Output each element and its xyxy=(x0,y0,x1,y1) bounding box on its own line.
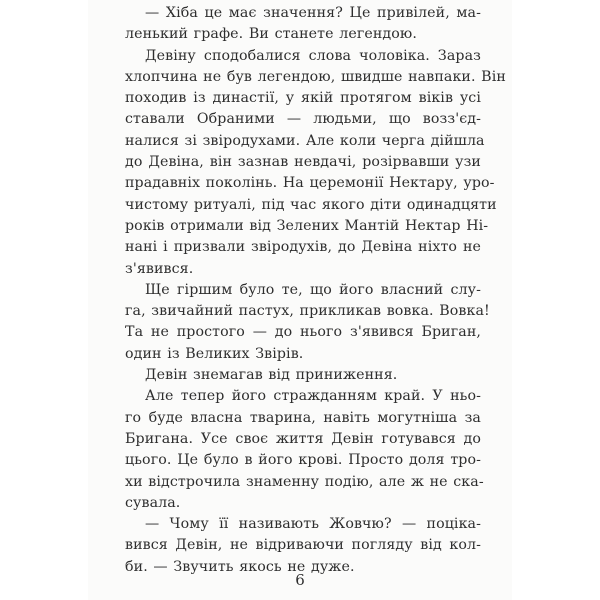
text-line: Девіну сподобалися слова чоловіка. Зараз xyxy=(145,47,481,64)
text-line: прадавніх поколінь. На церемонії Нектару, уро- xyxy=(125,175,495,192)
text-line: налися зі звіродухами. Але коли черга дійшла xyxy=(125,132,485,149)
text-line: га, звичайний пастух, прикликав вовка. Вовка! xyxy=(125,303,490,320)
text-line: цього. Це було в його крові. Просто доля тро- xyxy=(125,452,481,469)
paragraph-5 xyxy=(105,386,484,514)
text-line: — Хіба це має значення? Це привілей, ма- xyxy=(145,5,481,21)
text-line: хлопчина не був легендою, швидше навпаки. Він xyxy=(125,68,506,85)
text-line: років отримали від Зелених Мантій Нектар Ні- xyxy=(125,217,489,234)
text-line: Ще гіршим було те, що його власний слу- xyxy=(145,281,481,298)
text-line: Але тепер його стражданням край. У ньо- xyxy=(145,388,481,405)
text-line: чистому ритуалі, під час якого діти одинадцяти xyxy=(125,196,497,213)
book-page xyxy=(88,0,512,600)
paragraph-3 xyxy=(105,280,490,365)
paragraph-2 xyxy=(105,46,506,280)
text-line: Девін знемагав від приниження. xyxy=(145,367,398,384)
paragraph-4 xyxy=(105,365,481,386)
text-line: ленький графе. Ви станете легендою. xyxy=(125,26,417,43)
text-line: — Чому її називають Жовчю? — поціка- xyxy=(145,516,481,533)
text-line: го буде власна тварина, навіть могутніша за xyxy=(125,409,481,426)
text-line: сувала. xyxy=(125,494,181,511)
text-line: нані і призвали звіродухів, до Девіна ніхто не xyxy=(125,239,481,256)
text-line: вився Девін, не відриваючи погляду від кол- xyxy=(125,537,481,554)
text-line: до Девіна, він зазнав невдачі, розірвавши узи xyxy=(125,154,481,171)
text-line: Бригана. Усе своє життя Девін готувався до xyxy=(125,430,481,447)
paragraph-1 xyxy=(105,3,481,46)
page-text xyxy=(105,3,506,578)
text-line: походив із династії, у якій протягом віків усі xyxy=(125,90,481,107)
text-line: ставали Обраними — людьми, що возз'єд- xyxy=(125,111,481,128)
text-line: один із Великих Звірів. xyxy=(125,345,304,362)
text-line: би. — Звучить якось не дуже. xyxy=(125,558,355,575)
paragraph-6 xyxy=(105,514,481,578)
text-line: хи відстрочила знаменну подію, але ж не ска- xyxy=(125,473,484,490)
text-line: з'явився. xyxy=(125,260,194,277)
page-number: 6 xyxy=(295,571,305,589)
text-line: Та не простого — до нього з'явився Бриган, xyxy=(125,324,481,341)
